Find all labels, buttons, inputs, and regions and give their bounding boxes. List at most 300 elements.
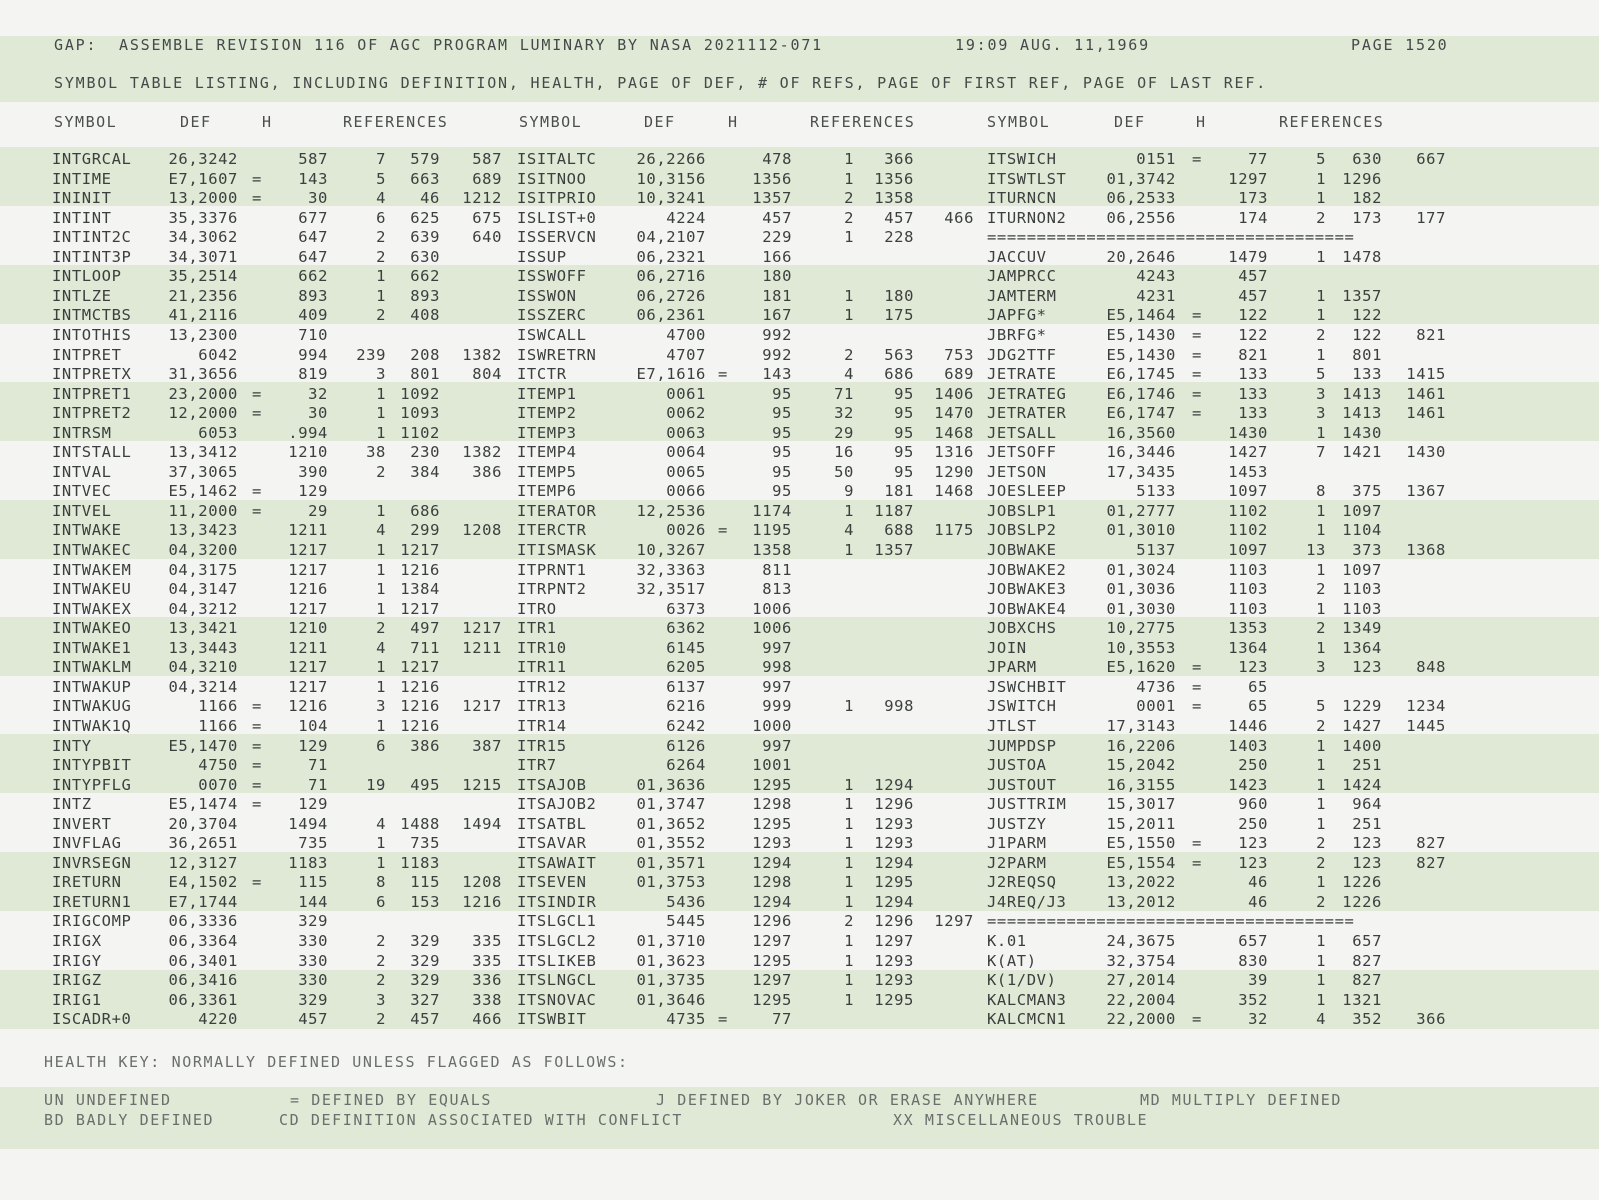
cell-def-page: 330	[298, 932, 328, 950]
cell-symbol: INTSTALL	[52, 443, 132, 462]
cell-def-page: 1295	[752, 990, 792, 1009]
cell-first-ref: 384	[410, 462, 440, 481]
cell-def-page: 1446	[1228, 716, 1268, 735]
cell-def: 12,2000	[168, 404, 238, 423]
cell-def-page: 1357	[752, 189, 792, 208]
cell-ref-count: 1	[376, 267, 386, 286]
cell-def: 01,3735	[636, 971, 706, 990]
cell-symbol: ITR11	[517, 658, 567, 677]
cell-def: 24,3675	[1106, 932, 1176, 950]
cell-def: 12,2536	[636, 501, 706, 520]
cell-last-ref: 336	[472, 971, 502, 990]
cell-def: 13,2012	[1106, 892, 1176, 911]
cell-health: =	[252, 482, 262, 501]
col-references-1: REFERENCES	[343, 113, 449, 131]
cell-ref-count: 3	[1316, 658, 1326, 677]
table-row	[0, 228, 1599, 248]
cell-ref-count: 2	[376, 306, 386, 325]
cell-symbol: ISITALTC	[517, 150, 597, 168]
cell-ref-count: 8	[1316, 482, 1326, 501]
table-row	[0, 150, 1599, 170]
cell-last-ref: 640	[472, 228, 502, 247]
cell-def-page: 133	[1238, 404, 1268, 423]
cell-def: 10,3267	[636, 541, 706, 559]
cell-ref-count: 1	[844, 306, 854, 325]
cell-def: 0065	[666, 462, 706, 481]
cell-first-ref: 657	[1352, 932, 1382, 950]
cell-first-ref: 497	[410, 619, 440, 638]
cell-def-page: 123	[1238, 853, 1268, 872]
cell-def: 16,3155	[1106, 775, 1176, 794]
cell-def-page: 95	[772, 384, 792, 403]
cell-first-ref: 827	[1352, 951, 1382, 970]
cell-last-ref: 1461	[1406, 384, 1446, 403]
cell-ref-count: 1	[376, 541, 386, 559]
separator-line: =====================================	[987, 912, 1355, 931]
cell-def-page: 1216	[288, 697, 328, 716]
cell-symbol: JETRATE	[987, 365, 1057, 384]
separator-line: =====================================	[987, 228, 1355, 247]
cell-symbol: INTOTHIS	[52, 325, 132, 344]
cell-first-ref: 95	[894, 443, 914, 462]
cell-ref-count: 1	[1316, 501, 1326, 520]
cell-first-ref: 1092	[400, 384, 440, 403]
cell-ref-count: 1	[376, 560, 386, 579]
cell-def: E5,1430	[1106, 325, 1176, 344]
cell-ref-count: 2	[1316, 716, 1326, 735]
cell-def-page: 122	[1238, 325, 1268, 344]
cell-def-page: 30	[308, 404, 328, 423]
cell-def: 4231	[1136, 286, 1176, 305]
cell-def: 13,3421	[168, 619, 238, 638]
cell-symbol: ITSLIKEB	[517, 951, 597, 970]
cell-def: 06,3401	[168, 951, 238, 970]
cell-ref-count: 1	[844, 775, 854, 794]
cell-ref-count: 32	[834, 404, 854, 423]
cell-def-page: 1216	[288, 580, 328, 599]
cell-def-page: 1294	[752, 892, 792, 911]
cell-def-page: 997	[762, 677, 792, 696]
table-row	[0, 854, 1599, 874]
cell-def: 6242	[666, 716, 706, 735]
cell-def: 01,3747	[636, 795, 706, 814]
cell-symbol: INVRSEGN	[52, 853, 132, 872]
cell-last-ref: 1367	[1406, 482, 1446, 501]
cell-def: 04,2107	[636, 228, 706, 247]
cell-def: E6,1745	[1106, 365, 1176, 384]
cell-last-ref: 689	[472, 169, 502, 188]
cell-ref-count: 6	[376, 208, 386, 227]
cell-first-ref: 375	[1352, 482, 1382, 501]
table-row	[0, 404, 1599, 424]
cell-def-page: 352	[1238, 990, 1268, 1009]
cell-symbol: JAMTERM	[987, 286, 1057, 305]
cell-def: 04,3214	[168, 677, 238, 696]
cell-first-ref: 329	[410, 951, 440, 970]
cell-symbol: JOBWAKE2	[987, 560, 1067, 579]
cell-ref-count: 1	[844, 971, 854, 990]
cell-first-ref: 251	[1352, 814, 1382, 833]
cell-def-page: 1217	[288, 560, 328, 579]
cell-symbol: INTRSM	[52, 423, 112, 442]
cell-symbol: ITSAWAIT	[517, 853, 597, 872]
cell-health: =	[718, 365, 728, 384]
cell-symbol: IRIGCOMP	[52, 912, 132, 931]
cell-symbol: ITSNOVAC	[517, 990, 597, 1009]
cell-ref-count: 2	[844, 189, 854, 208]
cell-def-page: 166	[762, 247, 792, 266]
cell-ref-count: 2	[1316, 892, 1326, 911]
cell-first-ref: 181	[884, 482, 914, 501]
cell-symbol: INTWAKEU	[52, 580, 132, 599]
cell-first-ref: 1226	[1342, 892, 1382, 911]
cell-def: 34,3071	[168, 247, 238, 266]
cell-ref-count: 1	[376, 834, 386, 853]
cell-def-page: 1479	[1228, 247, 1268, 266]
cell-def: 10,3241	[636, 189, 706, 208]
cell-def: 01,3036	[1106, 580, 1176, 599]
cell-symbol: ITR1	[517, 619, 557, 638]
cell-def-page: 1097	[1228, 541, 1268, 559]
cell-def-page: 250	[1238, 814, 1268, 833]
cell-first-ref: 735	[410, 834, 440, 853]
cell-symbol: INTIME	[52, 169, 112, 188]
cell-def: 4750	[198, 756, 238, 775]
cell-first-ref: 327	[410, 990, 440, 1009]
cell-symbol: INTGRCAL	[52, 150, 132, 168]
cell-symbol: ITSLGCL2	[517, 932, 597, 950]
cell-def: 13,3412	[168, 443, 238, 462]
cell-def: 23,2000	[168, 384, 238, 403]
cell-first-ref: 1294	[874, 892, 914, 911]
cell-def-page: 457	[298, 1010, 328, 1029]
cell-ref-count: 2	[1316, 853, 1326, 872]
cell-symbol: ITERATOR	[517, 501, 597, 520]
cell-symbol: ITISMASK	[517, 541, 597, 559]
table-row	[0, 170, 1599, 190]
cell-symbol: JAMPRCC	[987, 267, 1057, 286]
cell-def-page: 647	[298, 228, 328, 247]
cell-first-ref: 1293	[874, 951, 914, 970]
cell-def-page: 677	[298, 208, 328, 227]
table-row	[0, 248, 1599, 268]
cell-def-page: .994	[288, 423, 328, 442]
cell-symbol: JUSTOA	[987, 756, 1047, 775]
cell-symbol: INTPRETX	[52, 365, 132, 384]
cell-ref-count: 3	[1316, 384, 1326, 403]
cell-first-ref: 373	[1352, 541, 1382, 559]
cell-ref-count: 1	[1316, 560, 1326, 579]
cell-last-ref: 386	[472, 462, 502, 481]
cell-health: =	[718, 521, 728, 540]
cell-health: =	[252, 169, 262, 188]
cell-symbol: ITR15	[517, 736, 567, 755]
cell-symbol: IRETURN	[52, 873, 122, 892]
cell-health: =	[252, 501, 262, 520]
cell-symbol: ITSWTLST	[987, 169, 1067, 188]
table-row	[0, 541, 1599, 561]
cell-symbol: ITPRNT1	[517, 560, 587, 579]
cell-ref-count: 3	[376, 990, 386, 1009]
cell-ref-count: 50	[834, 462, 854, 481]
cell-ref-count: 1	[1316, 795, 1326, 814]
cell-symbol: JAPFG*	[987, 306, 1047, 325]
cell-symbol: ITEMP6	[517, 482, 577, 501]
cell-symbol: JOBSLP1	[987, 501, 1057, 520]
cell-ref-count: 1	[844, 150, 854, 168]
cell-def-page: 77	[772, 1010, 792, 1029]
cell-def-page: 95	[772, 404, 792, 423]
cell-symbol: JETSON	[987, 462, 1047, 481]
cell-symbol: ITCTR	[517, 365, 567, 384]
cell-def: 15,2042	[1106, 756, 1176, 775]
cell-first-ref: 964	[1352, 795, 1382, 814]
cell-def: 6145	[666, 638, 706, 657]
cell-def-page: 133	[1238, 384, 1268, 403]
cell-symbol: ITEMP3	[517, 423, 577, 442]
cell-first-ref: 1294	[874, 775, 914, 794]
cell-def-page: 174	[1238, 208, 1268, 227]
cell-def: 01,3010	[1106, 521, 1176, 540]
table-row	[0, 912, 1599, 932]
cell-first-ref: 115	[410, 873, 440, 892]
cell-def: 34,3062	[168, 228, 238, 247]
cell-def: 6205	[666, 658, 706, 677]
col-def-1: DEF	[180, 113, 212, 131]
cell-health: =	[1192, 834, 1202, 853]
cell-def: 13,2022	[1106, 873, 1176, 892]
cell-def: 01,3742	[1106, 169, 1176, 188]
cell-first-ref: 686	[410, 501, 440, 520]
cell-ref-count: 1	[1316, 345, 1326, 364]
cell-health: =	[1192, 853, 1202, 872]
cell-ref-count: 2	[844, 208, 854, 227]
cell-first-ref: 1488	[400, 814, 440, 833]
cell-health: =	[1192, 345, 1202, 364]
table-row	[0, 346, 1599, 366]
cell-def: 5133	[1136, 482, 1176, 501]
cell-symbol: ISCADR+0	[52, 1010, 132, 1029]
cell-def: 5445	[666, 912, 706, 931]
cell-def-page: 46	[1248, 892, 1268, 911]
cell-ref-count: 2	[376, 1010, 386, 1029]
table-row	[0, 306, 1599, 326]
cell-first-ref: 662	[410, 267, 440, 286]
cell-symbol: JETRATEG	[987, 384, 1067, 403]
cell-symbol: JTLST	[987, 716, 1037, 735]
cell-def: 6216	[666, 697, 706, 716]
cell-ref-count: 1	[844, 873, 854, 892]
cell-symbol: JOIN	[987, 638, 1027, 657]
cell-ref-count: 1	[1316, 814, 1326, 833]
cell-def-page: 115	[298, 873, 328, 892]
cell-symbol: JUMPDSP	[987, 736, 1057, 755]
cell-def: 01,3623	[636, 951, 706, 970]
cell-first-ref: 998	[884, 697, 914, 716]
cell-last-ref: 1470	[934, 404, 974, 423]
table-row	[0, 834, 1599, 854]
health-key-bd: BD BADLY DEFINED	[44, 1111, 215, 1129]
cell-symbol: ITURNON2	[987, 208, 1067, 227]
cell-def-page: 478	[762, 150, 792, 168]
cell-def-page: 71	[308, 756, 328, 775]
cell-def: E7,1616	[636, 365, 706, 384]
cell-symbol: ISSUP	[517, 247, 567, 266]
cell-health: =	[1192, 325, 1202, 344]
cell-symbol: K(AT)	[987, 951, 1037, 970]
cell-def-page: 330	[298, 971, 328, 990]
cell-def-page: 143	[762, 365, 792, 384]
cell-ref-count: 1	[844, 853, 854, 872]
cell-symbol: ITSWBIT	[517, 1010, 587, 1029]
cell-def: 13,2000	[168, 189, 238, 208]
cell-symbol: ITSATBL	[517, 814, 587, 833]
cell-def-page: 999	[762, 697, 792, 716]
cell-def: E5,1554	[1106, 853, 1176, 872]
cell-def: 4220	[198, 1010, 238, 1029]
cell-ref-count: 16	[834, 443, 854, 462]
cell-health: =	[252, 756, 262, 775]
cell-first-ref: 1187	[874, 501, 914, 520]
cell-def-page: 46	[1248, 873, 1268, 892]
table-row	[0, 267, 1599, 287]
cell-def-page: 1102	[1228, 501, 1268, 520]
cell-symbol: K.01	[987, 932, 1027, 950]
table-row	[0, 815, 1599, 835]
cell-ref-count: 1	[1316, 990, 1326, 1009]
cell-first-ref: 1296	[874, 795, 914, 814]
cell-def-page: 1217	[288, 677, 328, 696]
table-row	[0, 365, 1599, 385]
cell-symbol: INTVEL	[52, 501, 112, 520]
cell-def-page: 129	[298, 482, 328, 501]
col-references-3: REFERENCES	[1279, 113, 1385, 131]
cell-symbol: ITSLNGCL	[517, 971, 597, 990]
cell-def: 10,3156	[636, 169, 706, 188]
cell-last-ref: 1368	[1406, 541, 1446, 559]
cell-first-ref: 1293	[874, 834, 914, 853]
cell-symbol: INTPRET	[52, 345, 122, 364]
cell-first-ref: 95	[894, 384, 914, 403]
cell-def-page: 1217	[288, 541, 328, 559]
cell-def-page: 1296	[752, 912, 792, 931]
cell-first-ref: 1295	[874, 990, 914, 1009]
cell-first-ref: 352	[1352, 1010, 1382, 1029]
cell-health: =	[1192, 677, 1202, 696]
cell-symbol: INTWAKE1	[52, 638, 132, 657]
cell-symbol: IRIG1	[52, 990, 102, 1009]
cell-last-ref: 827	[1416, 834, 1446, 853]
cell-symbol: JSWITCH	[987, 697, 1057, 716]
cell-ref-count: 4	[376, 814, 386, 833]
cell-first-ref: 688	[884, 521, 914, 540]
cell-ref-count: 7	[1316, 443, 1326, 462]
cell-def: 06,3361	[168, 990, 238, 1009]
cell-def: 37,3065	[168, 462, 238, 481]
cell-def-page: 123	[1238, 834, 1268, 853]
cell-def: 04,3210	[168, 658, 238, 677]
cell-health: =	[252, 716, 262, 735]
cell-def-page: 32	[308, 384, 328, 403]
cell-def-page: 32	[1248, 1010, 1268, 1029]
cell-def-page: 457	[1238, 267, 1268, 286]
cell-first-ref: 1217	[400, 599, 440, 618]
table-row	[0, 385, 1599, 405]
cell-def-page: 1494	[288, 814, 328, 833]
cell-symbol: JETSOFF	[987, 443, 1057, 462]
cell-last-ref: 1461	[1406, 404, 1446, 423]
table-row	[0, 619, 1599, 639]
cell-last-ref: 1430	[1406, 443, 1446, 462]
cell-symbol: ITRO	[517, 599, 557, 618]
cell-ref-count: 5	[1316, 697, 1326, 716]
cell-def: 6373	[666, 599, 706, 618]
cell-ref-count: 1	[1316, 169, 1326, 188]
cell-def: 13,3443	[168, 638, 238, 657]
cell-first-ref: 1103	[1342, 580, 1382, 599]
cell-first-ref: 1097	[1342, 501, 1382, 520]
cell-def: 06,2321	[636, 247, 706, 266]
cell-first-ref: 1229	[1342, 697, 1382, 716]
cell-first-ref: 563	[884, 345, 914, 364]
cell-first-ref: 95	[894, 404, 914, 423]
cell-symbol: ITR13	[517, 697, 567, 716]
cell-first-ref: 1216	[400, 716, 440, 735]
cell-def: E7,1607	[168, 169, 238, 188]
cell-last-ref: 1215	[462, 775, 502, 794]
cell-ref-count: 7	[376, 150, 386, 168]
cell-symbol: IRIGZ	[52, 971, 102, 990]
cell-first-ref: 630	[410, 247, 440, 266]
cell-last-ref: 1468	[934, 482, 974, 501]
table-row	[0, 697, 1599, 717]
cell-first-ref: 625	[410, 208, 440, 227]
cell-def: 06,3416	[168, 971, 238, 990]
cell-last-ref: 821	[1416, 325, 1446, 344]
cell-symbol: INTZ	[52, 795, 92, 814]
cell-ref-count: 1	[844, 814, 854, 833]
cell-def: 1166	[198, 716, 238, 735]
cell-ref-count: 4	[376, 638, 386, 657]
cell-symbol: INTWAK1Q	[52, 716, 132, 735]
cell-def-page: 250	[1238, 756, 1268, 775]
cell-def: 20,3704	[168, 814, 238, 833]
cell-def-page: 1103	[1228, 580, 1268, 599]
cell-symbol: INTWAKUP	[52, 677, 132, 696]
cell-ref-count: 5	[1316, 365, 1326, 384]
cell-def-page: 1403	[1228, 736, 1268, 755]
cell-def: 4243	[1136, 267, 1176, 286]
cell-symbol: ITERCTR	[517, 521, 587, 540]
cell-def-page: 1295	[752, 951, 792, 970]
cell-first-ref: 457	[410, 1010, 440, 1029]
cell-def: 6137	[666, 677, 706, 696]
cell-def-page: 1103	[1228, 599, 1268, 618]
cell-def: 6264	[666, 756, 706, 775]
cell-last-ref: 827	[1416, 853, 1446, 872]
cell-def-page: 65	[1248, 697, 1268, 716]
cell-first-ref: 1358	[874, 189, 914, 208]
cell-def-page: 173	[1238, 189, 1268, 208]
cell-def-page: 133	[1238, 365, 1268, 384]
cell-def-page: 1297	[752, 971, 792, 990]
cell-last-ref: 335	[472, 951, 502, 970]
cell-def-page: 1210	[288, 443, 328, 462]
cell-ref-count: 1	[376, 404, 386, 423]
cell-ref-count: 1	[1316, 286, 1326, 305]
cell-def: 01,2777	[1106, 501, 1176, 520]
cell-def-page: 39	[1248, 971, 1268, 990]
